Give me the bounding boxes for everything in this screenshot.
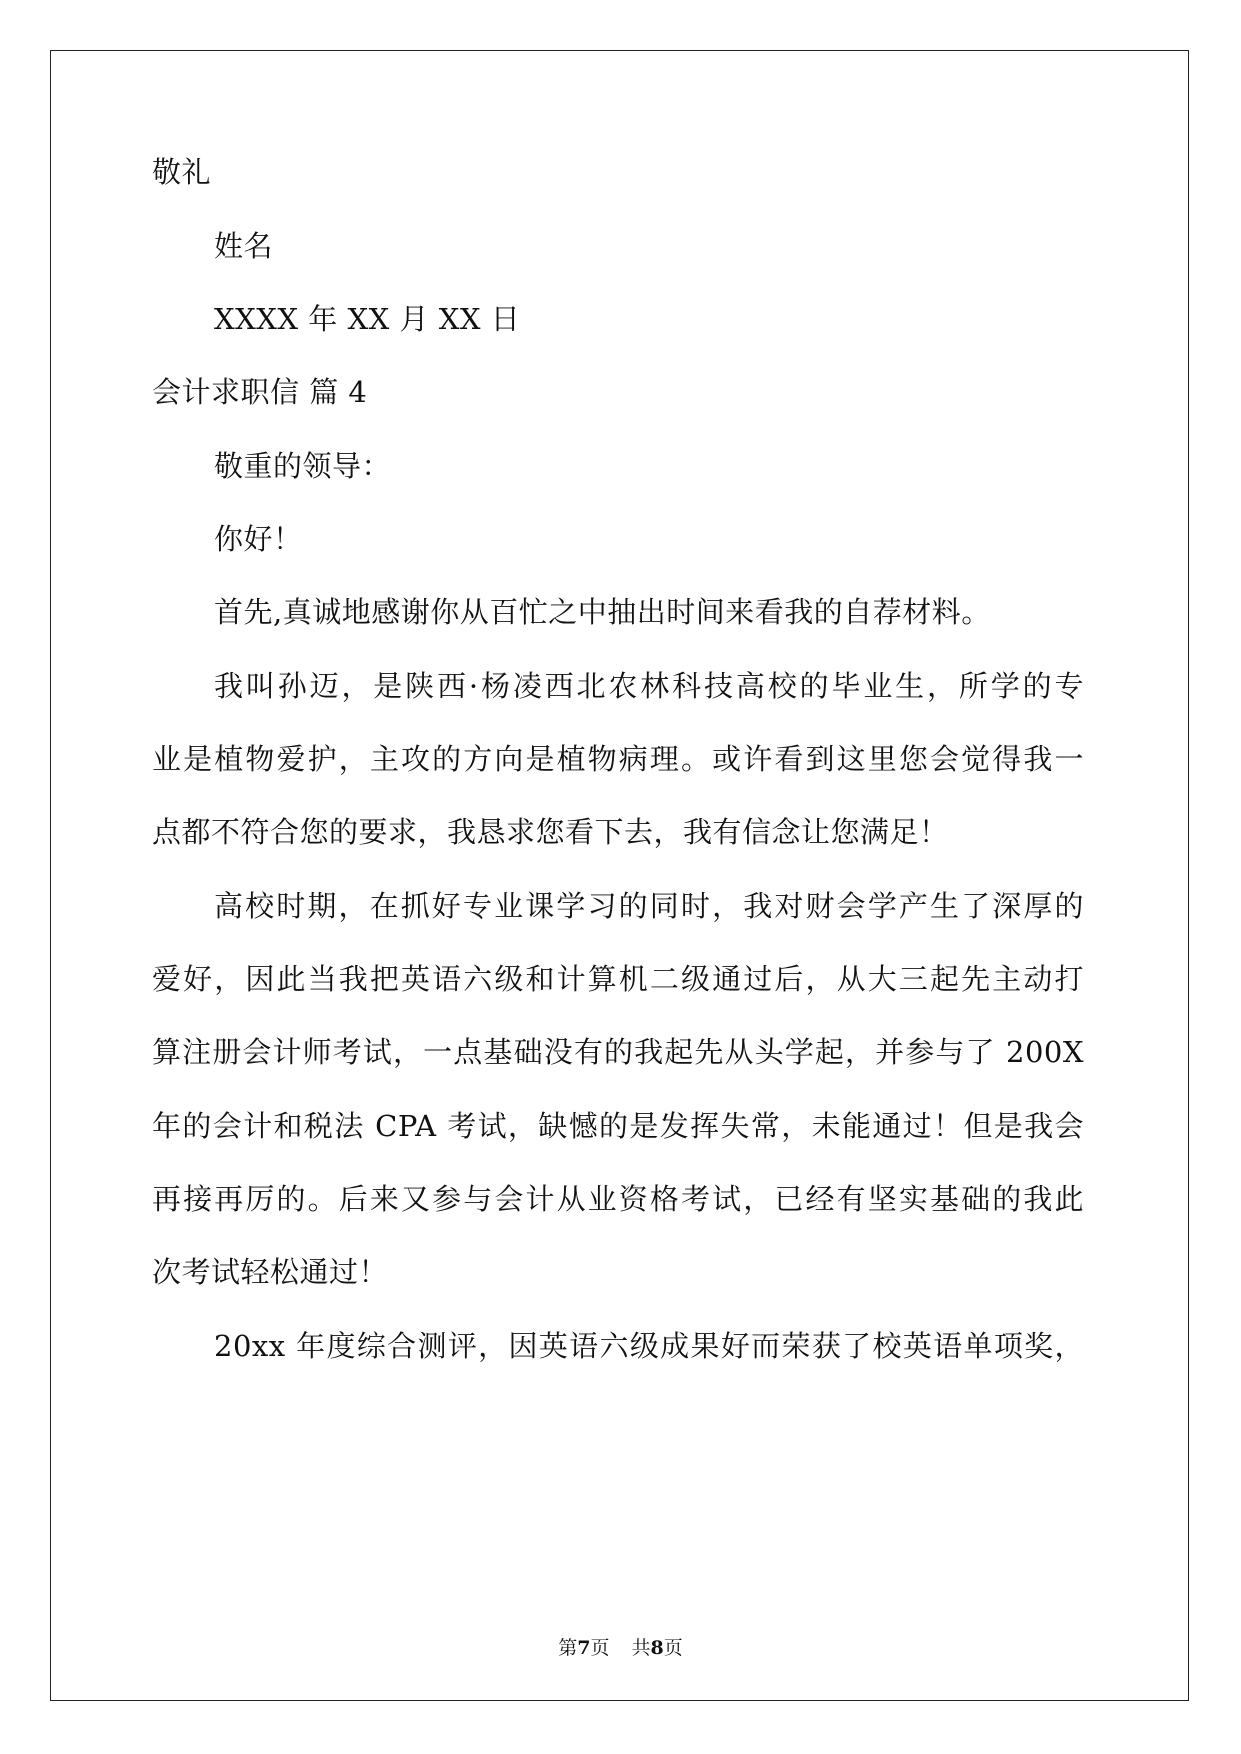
- page-suffix: 页: [590, 1637, 610, 1659]
- paragraph-line: 业是植物爱护，主攻的方向是植物病理。或许看到这里您会觉得我一: [152, 742, 1084, 776]
- paragraph-line: 高校时期，在抓好专业课学习的同时，我对财会学产生了深厚的: [214, 889, 1084, 923]
- page-prefix: 第: [558, 1637, 578, 1659]
- signature-date: XXXX 年 XX 月 XX 日: [214, 302, 521, 336]
- current-page-number: 7: [577, 1637, 591, 1659]
- page-border: [50, 50, 1189, 1701]
- total-suffix: 页: [663, 1637, 683, 1659]
- closing-salutation: 敬礼: [152, 155, 212, 189]
- paragraph-line: 年的会计和税法 CPA 考试，缺憾的是发挥失常，未能通过！但是我会: [152, 1109, 1084, 1143]
- paragraph-line: 爱好，因此当我把英语六级和计算机二级通过后，从大三起先主动打: [152, 962, 1084, 996]
- paragraph-line: 点都不符合您的要求，我恳求您看下去，我有信念让您满足！: [152, 815, 949, 849]
- paragraph-line: 再接再厉的。后来又参与会计从业资格考试，已经有坚实基础的我此: [152, 1182, 1084, 1216]
- paragraph-line: 我叫孙迈，是陕西·杨凌西北农林科技高校的毕业生，所学的专: [214, 669, 1084, 703]
- total-prefix: 共: [631, 1637, 651, 1659]
- paragraph-line: 20xx 年度综合测评，因英语六级成果好而荣获了校英语单项奖，: [214, 1329, 1084, 1363]
- signature-name: 姓名: [214, 229, 274, 263]
- paragraph-line: 算注册会计师考试，一点基础没有的我起先从头学起，并参与了 200X: [152, 1035, 1084, 1069]
- hello-line: 你好！: [214, 522, 303, 556]
- paragraph-line: 次考试轻松通过！: [152, 1255, 389, 1289]
- total-page-number: 8: [650, 1637, 664, 1659]
- page-footer: [0, 1636, 1241, 1660]
- greeting-line: 敬重的领导：: [214, 449, 392, 483]
- paragraph-line: 首先,真诚地感谢你从百忙之中抽出时间来看我的自荐材料。: [214, 595, 991, 629]
- section-heading: 会计求职信 篇 4: [152, 375, 368, 409]
